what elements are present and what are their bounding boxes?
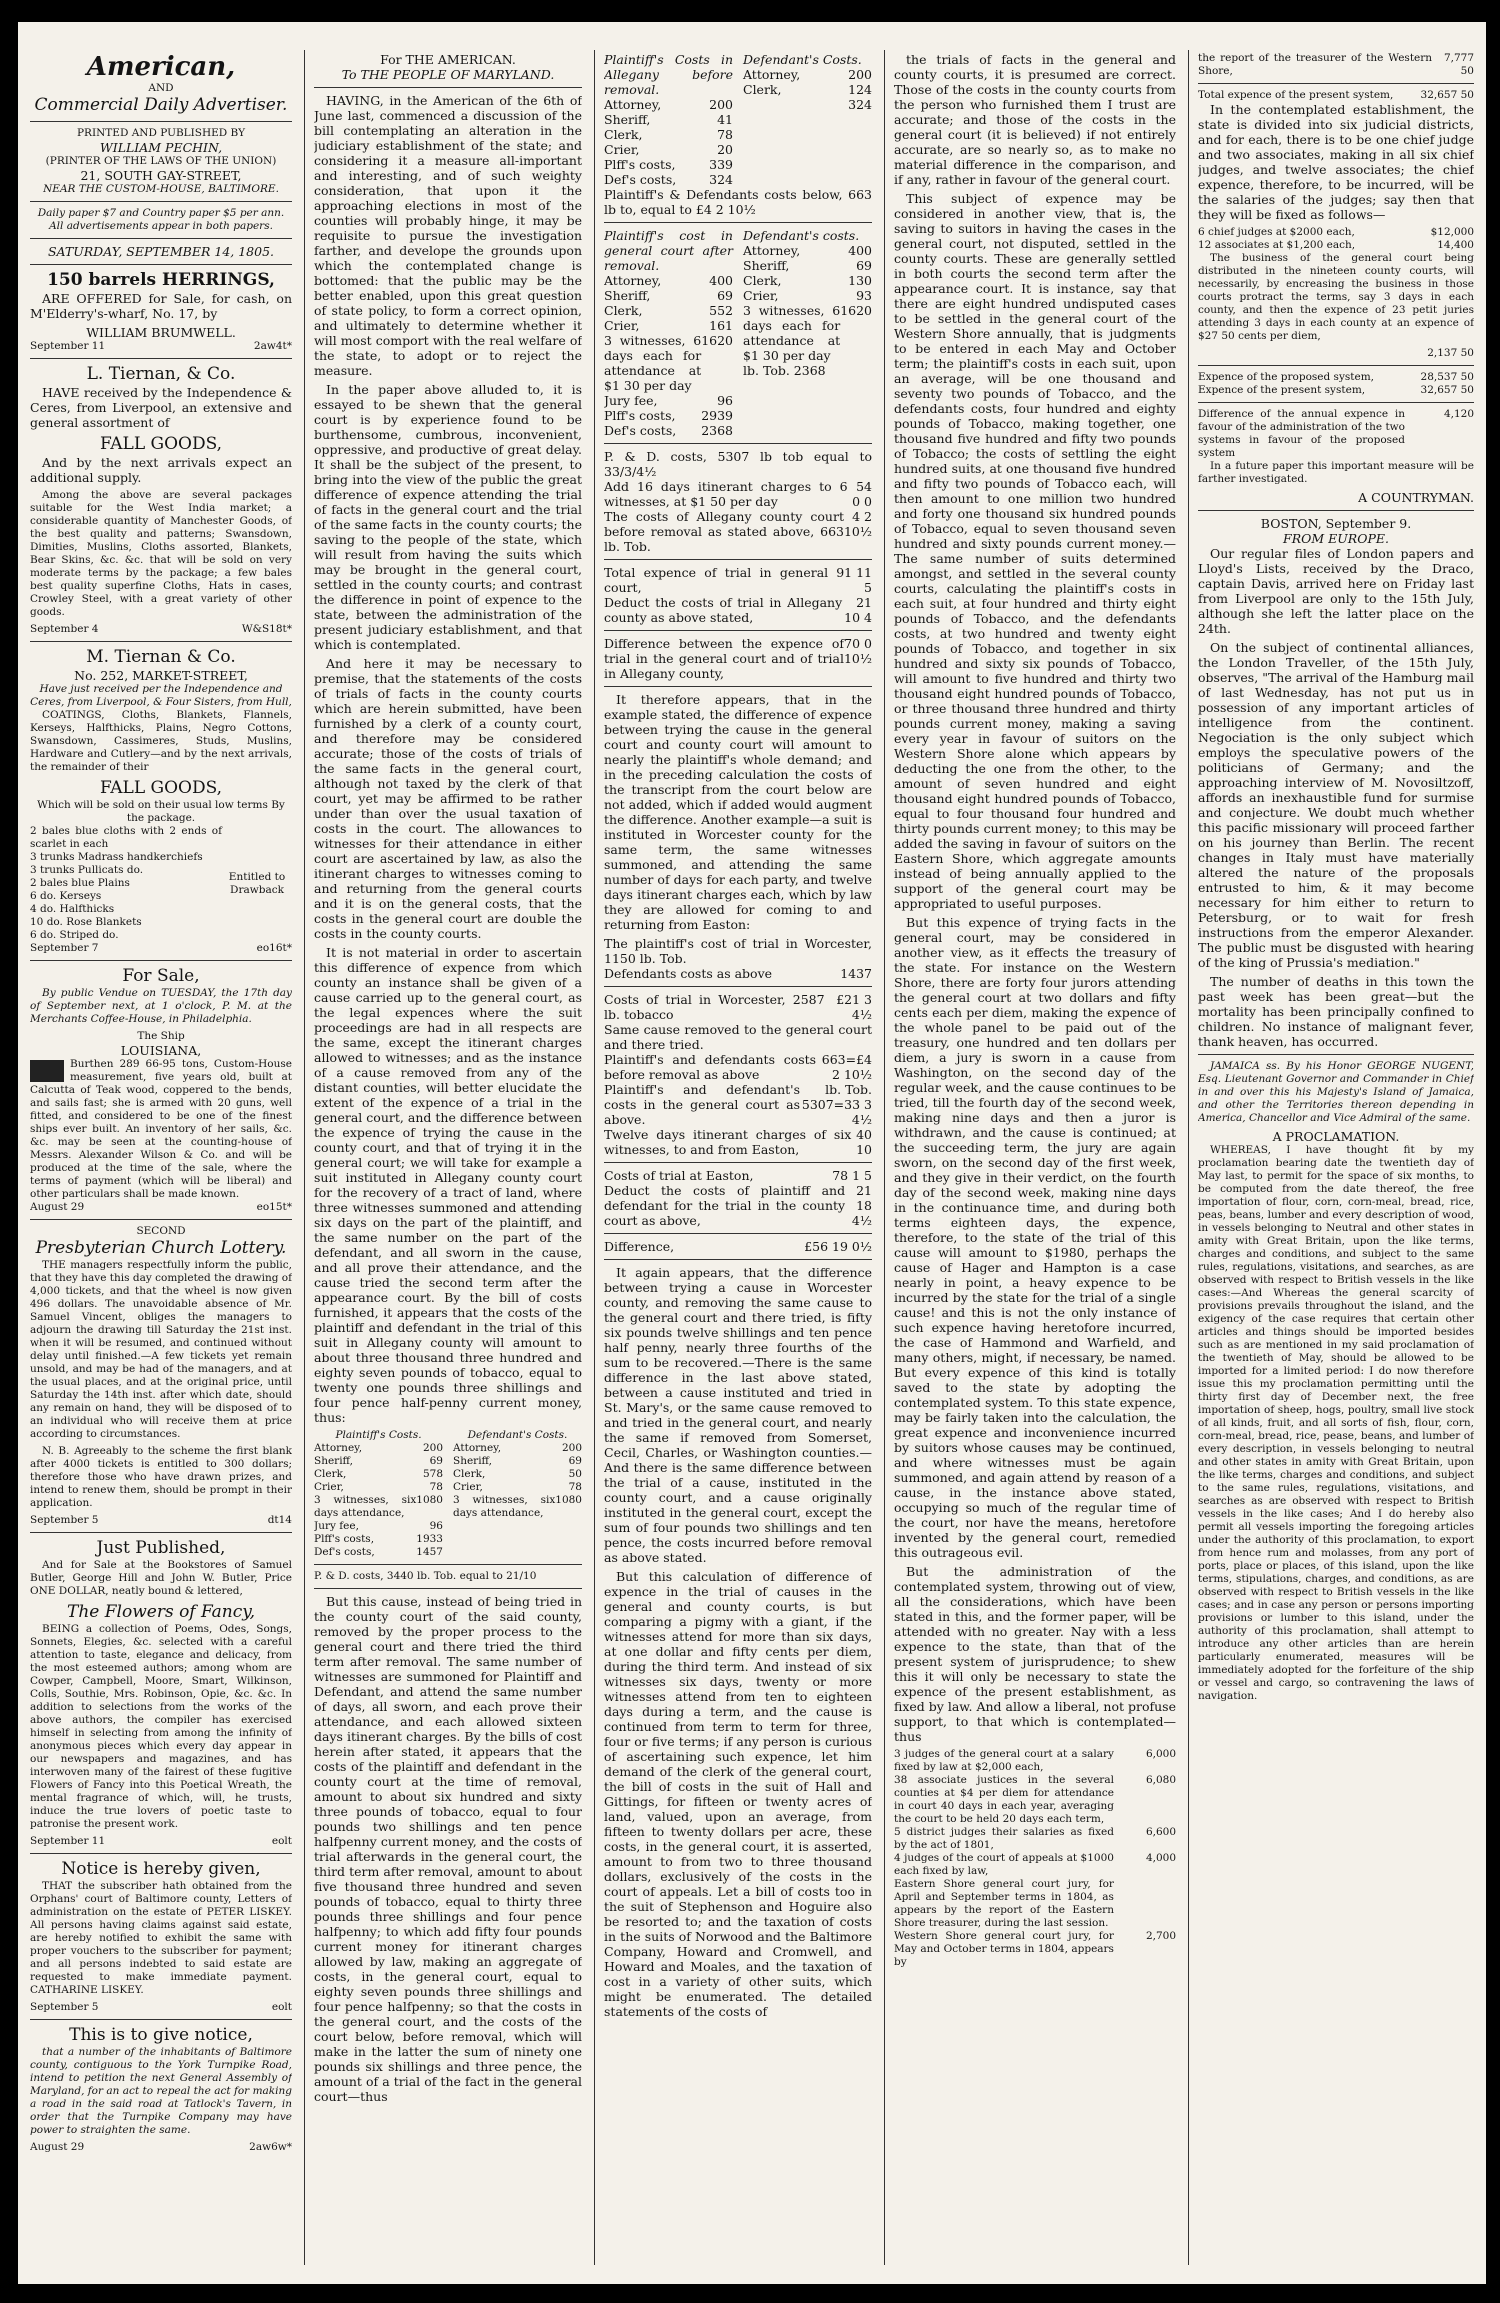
article-paragraph: the trials of facts in the general and county courts, it is presumed are correct. Those of the costs in the county courts from the person who furnished them I trust are accurate; and those of the costs in the general court (it is believed) if not entirely accurate, are so nearly so, as to make no material difference in the comparison, and if any, rather in favour of the general court. <box>894 52 1176 187</box>
news-paragraph: Our regular files of London papers and Lloyd's Lists, received by the Draco, captain Davis, arrived here on Friday last from Liverpool are only to the 15th July, although she left the latter place on the 24th. <box>1198 546 1474 636</box>
ad-l-tiernan-body-3: Among the above are several packages suitable for the West India market; a considerable quantity of Manchester Goods, of the best quality and patterns; Swansdown, Dimities, Muslins, Cloths assorted, Blankets, Bear Skins, &c. &c. that will be sold on very moderate terms by the package; a few bales best quality superfine Cloths, Hats in cases, Crowley Steel, with a great variety of other goods. <box>30 489 292 618</box>
costs-table-before-removal: Plaintiff's Costs in Allegany before removal. Attorney, 200 Sheriff, 41 Clerk, 78 Crier, 20 Plff's costs, 339 Def's costs, 324 Defendant's Costs. Attorney, 200 Clerk, 124 324 <box>604 52 872 187</box>
ad-book-title: The Flowers of Fancy, <box>66 1602 255 1622</box>
ad-for-sale-sub: By public Vendue on TUESDAY, the 17th day of September next, at 1 o'clock, P. M. at the Merchants Coffee-House, in Philadelphia. <box>30 987 292 1025</box>
article-paragraph: In the contemplated establishment, the state is divided into six judicial districts, and for each, there is to be one chief judge and two associates, making in all six chief judges, and twelve associates; the chief expence, therefore, to be incurred, will be the salaries of the judges; say then that they will be fixed as follows— <box>1198 102 1474 222</box>
expense-list <box>894 1748 1176 1969</box>
article-salutation: To THE PEOPLE OF MARYLAND. <box>341 67 555 82</box>
ad-lottery-nb: N. B. Agreeably to the scheme the first blank after 4000 tickets is entitled to 300 dollars; therefore those who have drawn prizes, and intend to renew them, should be prompt in their application. <box>30 1445 292 1509</box>
article-paragraph: And here it may be necessary to premise, that the statements of the costs of trials of facts in the county courts which are herein submitted, have been furnished by a clerk of a county court, and therefore may be considered accurate; those of the costs of trials of the same facts in the general court, although not taxed by the clerk of that court, yet may be affirmed to be rather under than over the usual taxation of costs in the court. The allowances to witnesses for their attendance in either court are ascertained by law, as also the itinerant charges to witnesses coming to and returning from the general courts and it is on the general costs, that the costs in the general court are double the costs in the county courts. <box>314 656 582 941</box>
ad-for-sale-heading: For Sale, <box>122 966 200 986</box>
masthead-subtitle: Commercial Daily Advertiser. <box>34 95 288 115</box>
expense-row: 3 judges of the general court at a salary fixed by law at $2,000 each, 6,000 <box>894 1748 1176 1773</box>
ad-m-tiernan-goods: FALL GOODS, <box>99 778 223 798</box>
costs-row: Same cause removed to the general court and there tried. <box>604 1022 872 1052</box>
expense-row: 4 judges of the court of appeals at $1000 each fixed by law, 4,000 <box>894 1852 1176 1877</box>
ad-herrings-body: ARE OFFERED for Sale, for cash, on M'Elderry's-wharf, No. 17, by <box>30 291 292 321</box>
ad-notice-heading: Notice is hereby given, <box>61 1859 261 1879</box>
ad-herrings-signature: WILLIAM BRUMWELL. <box>86 325 236 340</box>
ad-m-tiernan-heading: M. Tiernan & Co. <box>86 647 236 667</box>
ad-lottery-heading: Presbyterian Church Lottery. <box>35 1238 287 1258</box>
article-signature: A COUNTRYMAN. <box>1358 490 1474 505</box>
printer-note: (PRINTER OF THE LAWS OF THE UNION) <box>45 155 277 167</box>
expense-row: the report of the treasurer of the Western Shore, 7,777 50 <box>1198 52 1474 77</box>
ad-book-heading: Just Published, <box>96 1538 226 1558</box>
ad-m-tiernan-address: No. 252, MARKET-STREET, <box>74 668 248 683</box>
costs-row: Add 16 days itinerant charges to 6 witnesses, at $1 50 per day 54 0 0 <box>604 479 872 509</box>
ad-ship-intro: The Ship <box>137 1030 185 1042</box>
ad-m-tiernan-footer: September 7 eo16t* <box>30 942 292 954</box>
issue-date: SATURDAY, SEPTEMBER 14, 1805. <box>47 244 274 259</box>
costs-sum-allegany: P. & D. costs, 3440 lb. Tob. equal to 21/10 <box>314 1570 537 1582</box>
costs-row: Costs of trial in Worcester, 2587 lb. tobacco £21 3 4½ <box>604 992 872 1022</box>
costs-sum-before-removal: Plaintiff's & Defendants costs below, 663 lb to, equal to £4 2 10½ <box>604 187 872 217</box>
article-paragraph: But this cause, instead of being tried in the county court of the said county, removed by the proper process to the general court and there tried the third term after removal. The same number of witnesses are summoned for Plaintiff and Defendant, and attend the same number of days, all sworn, and each prove their attendance, and each allowed sixteen days itinerant charges. By the bills of cost herein after stated, it appears that the costs of the plaintiff and defendant in the county court at the time of removal, amount to about six hundred and sixty three pounds of tobacco, equal to four pounds two shillings and ten pence halfpenny current money, and the costs of trial afterwards in the general court, the third term after removal, amount to about five thousand three hundred and seven pounds of tobacco, equal to thirty three pounds three shillings and four pence halfpenny; to which add fifty four pounds current money for itinerant charges allowed by law, making an aggregate of costs, in the general court, equal to eighty seven pounds three shillings and four pence halfpenny; so that the costs in the general court, and the costs of the court below, before removal, which will make in the latter the sum of ninety one pounds six shillings and three pence, the amount of a trial of the fact in the general court—thus <box>314 1594 582 2104</box>
ad-ship-name: LOUISIANA, <box>120 1043 202 1058</box>
printer-name: WILLIAM PECHIN, <box>99 140 223 155</box>
article-paragraph: It is not material in order to ascertain this difference of expence from which county an instance shall be given of a cause carried up to the general court, as the legal expences where the suit proceedings are had in all respects are the same, except the itinerant charges allowed to witnesses; and as the instance of a cause removed from any of the distant counties, will better elucidate the extent of the expence of a trial in the general court, and the difference between the expence of trying the cause in the county court, and that of trying it in the general court; we will take for example a suit instituted in Allegany county court for the recovery of a tract of land, where three witnesses summoned and attending six days on the part of the plaintiff, and the same number on the part of the defendant, and all sworn in the cause, and all prove their attendance, and the cause tried the second term after the appearance court. By the bill of costs furnished, it appears that the costs of the plaintiff and defendant in the trial of this suit in Allegany county will amount to about three thousand three hundred and eighty seven pounds of tobacco, equal to twenty one pounds three shillings and four pence half-penny current money, thus: <box>314 945 582 1425</box>
printer-line: PRINTED AND PUBLISHED BY <box>76 127 246 139</box>
proclamation-body: WHEREAS, I have thought fit by my proclamation bearing date the twentieth day of May last, to permit for the space of six months, to be computed from the date thereof, the free importation of flour, corn, corn-meal, bread, rice, peas, beans, lumber and every description of wood, in vessels belonging to Neutral and other states in amity with Great Britain, upon the like terms, charges and conditions, and subject to the same rules, regulations, visitations, and searches, as are observed with respect to British vessels in the like cases:—And Whereas the general scarcity of provisions prevails throughout the island, and the exigency of the case requires that certain other articles and things should be imported besides such as are mentioned in my said proclamation of the twentieth of May, should be allowed to be imported for a limited period: I do now therefore issue this my proclamation permitting until the thirty first day of December next, the free importation of sheep, hogs, poultry, small live stock of all kinds, fruit, and all sorts of fish, flour, corn, corn-meal, bread, rice, pease, beans, and lumber of every description, in vessels belonging to neutral and other states in amity with Great Britain, upon the like terms, charges and conditions, and subject to the same rules, regulations, visitations, and searches as are observed with respect to British vessels in the like cases; And I do hereby also permit all vessels importing the foregoing articles under the authority of this proclamation, to export from hence rum and molasses, from any port of ports, place or places, of this island, upon the like terms, stipulations, charges, and conditions, as are observed with respect to British vessels in the like cases; and in case any person or persons importing provisions or lumber to this island, under the authority of this proclamation, shall attempt to introduce any other articles than are herein particularly enumerated, measures will be immediately adopted for the forfeiture of the ship or vessel and cargo, so contravening the laws of navigation. <box>1198 1144 1474 1702</box>
costs-row: The plaintiff's cost of trial in Worcester, 1150 lb. Tob. <box>604 936 872 966</box>
news-paragraph: The number of deaths in this town the past week has been great—but the mortality has been principally confined to children. No instance of malignant fever, thank heaven, has occurred. <box>1198 974 1474 1049</box>
ad-m-tiernan-body: COATINGS, Cloths, Blankets, Flannels, Kerseys, Halfthicks, Plains, Negro Cottons, Swansdown, Cassimeres, Studs, Muslins, Hardware and Cutlery—and by the next arrivals, the remainder of their <box>30 709 292 773</box>
costs-row: Deduct the costs of trial in Allegany county as above stated, 21 10 4 <box>604 595 872 625</box>
ad-book-sub: And for Sale at the Bookstores of Samuel Butler, George Hill and John W. Butler, Price ONE DOLLAR, neatly bound & lettered, <box>30 1559 292 1597</box>
costs-sum-general-court: P. & D. costs, 5307 lb tob equal to 33/3/4½ <box>604 449 872 479</box>
costs-table-allegany: Plaintiff's Costs. Attorney, 200 Sheriff, 69 Clerk, 578 Crier, 78 3 witnesses, six days attendance, 1080 Jury fee, 96 Plff's costs, 1933 Def's costs, 1457 Defendant's Costs. Attorney, 200 Sheriff, 69 Clerk, 50 Crier, 78 3 witnesses, six days attendance, 1080 <box>314 1429 582 1558</box>
ad-l-tiernan-heading: L. Tiernan, & Co. <box>86 364 236 384</box>
article-paragraph: It again appears, that the difference between trying a cause in Worcester county, and removing the same cause to the general court and there tried, is fifty six pounds twelve shillings and ten pence half penny, nearly three fourths of the sum to be recovered.—There is the same difference in the last above stated, between a cause instituted and tried in St. Mary's, or the same cause removed to and tried in the general court, and nearly the same if removed from Somerset, Cecil, Charles, or Washington counties.—And there is the same difference between the trial of a cause, instituted in the county court, and a cause originally instituted in the general court, except the sum of four pounds two shillings and ten pence, the costs incurred before removal as above stated. <box>604 1265 872 1565</box>
ad-herrings-footer: September 11 2aw4t* <box>30 340 292 352</box>
ad-for-sale-footer: August 29 eo15t* <box>30 1201 292 1213</box>
news-paragraph: On the subject of continental alliances, the London Traveller, of the 15th July, observes, "The arrival of the Hamburg mail of last Wednesday, has not put us in possession of any important articles of intelligence from the continent. Negociation is the only subject which employs the speculative powers of the politicians of Germany; and the approaching interview of M. Novosiltzoff, affords an inexhaustible fund for surmise and conjecture. We doubt much whether this pacific missionary will proceed farther on his journey than Berlin. The recent changes in Italy must have materially altered the nature of the proposals entrusted to him, & it may become necessary for him either to return to Petersburg, or to wait for fresh instructions from the emperor Alexander. The public must be disgusted with hearing of the king of Prussia's mediation." <box>1198 640 1474 970</box>
column-5 <box>1198 52 1474 2262</box>
ad-l-tiernan-body-2: And by the next arrivals expect an additional supply. <box>30 455 292 485</box>
column-1 <box>30 52 292 2262</box>
list-item: 6 do. Striped do. <box>30 929 119 941</box>
news-heading: FROM EUROPE. <box>1283 531 1389 546</box>
expense-row: 38 associate justices in the several counties at $4 per diem for attendance in court 40 days in each year, averaging the court to be held 20 days each term, 6,080 <box>894 1774 1176 1825</box>
article-header: For THE AMERICAN. <box>380 52 516 67</box>
article-paragraph: But this calculation of difference of expence in the trial of causes in the general and county courts, is but comparing a pigmy with a giant, if the witnesses attend for more than six days, at one dollar and fifty cents per diem, during the third term. And instead of six witnesses six days, twenty or more witnesses attend from ten to eighteen days during a term, and the cause is continued from term to term for three, four or five terms; if any person is curious of ascertaining such expence, let him demand of the clerk of the general court, the bill of costs in the suit of Hall and Gittings, for fifteen or twenty acres of land, valued, upon an average, from fifteen to twenty dollars per acre, these costs, in the general court, it is asserted, amount to from two to three thousand dollars, exclusively of the costs in the court of appeals. Let a bill of costs too in the suit of Stephenson and Hoguire also be resorted to; and the taxation of costs in the suits of Norwood and the Baltimore Company, Howard and Cromwell, and Howard and Moales, and the taxation of cost in a variety of other suits, which might be enumerated. The detailed statements of the costs of <box>604 1569 872 2019</box>
ad-for-sale-body: Burthen 289 66-95 tons, Custom-House measurement, five years old, built at Calcutta of Teak wood, coppered to the bends, and sails fast; she is armed with 20 guns, well fitted, and considered to be one of the finest ships ever built. An inventory of her sails, &c. &c. may be seen at the counting-house of Messrs. Alexander Wilson & Co. and will be produced at the time of the sale, where the terms of payment (which will be liberal) and other particulars shall be made known. <box>30 1058 292 1200</box>
list-item: 4 do. Halfthicks <box>30 903 115 915</box>
column-2 <box>314 52 582 2262</box>
list-item: 6 do. Kerseys <box>30 890 102 902</box>
costs-row: Defendants costs as above 1437 <box>604 966 872 981</box>
ad-lottery-pre: SECOND <box>136 1225 186 1237</box>
costs-row: Costs of trial at Easton, 78 1 5 <box>604 1168 872 1183</box>
masthead-and: AND <box>148 82 174 94</box>
newspaper-page <box>18 22 1486 2284</box>
expense-row: 6 chief judges at $2000 each, $12,000 <box>1198 226 1474 238</box>
ad-l-tiernan-footer: September 4 W&S18t* <box>30 623 292 635</box>
subscription-terms: Daily paper $7 and Country paper $5 per ann. All advertisements appear in both papers. <box>37 207 285 232</box>
proclamation-heading: A PROCLAMATION. <box>1272 1129 1400 1144</box>
article-paragraph: But this expence of trying facts in the general court, may be considered in another view, as it effects the treasury of the state. For instance on the Western Shore, there are forty four jurors attending the general court at two dollars and fifty cents each per diem, making the expence of the whole panel to be paid out of the treasury, one hundred and ten dollars per diem, a jury is sworn in a cause from Washington, on the second day of the regular week, and the cause continues to be tried, till the fourth day of the second week, making nine days and then a juror is withdrawn, and the cause is continued; at the succeeding term, the jury are again sworn, on the second day of the first week, and they give in their verdict, on the fourth day of the second week, making nine days in the continuance time, and during both terms eighteen days, the expence, therefore, to the state of the trial of this cause will amount to $1980, perhaps the cause of Hager and Hampton is a case nearly in point, a heavy expence to be incurred by the state for the trial of a single cause! and this is not the only instance of such expence having heretofore incurred, the case of Hammond and Warfield, and many others, might, if necessary, be named. But every expence of this kind is totally saved to the state by adopting the contemplated system. To this state expence, may be fairly taken into the calculation, the great expence and inconvenience incurred by suitors whose causes may be continued, and where witnesses must be again summoned, and again attend by reason of a cause, in the instance above stated, occupying so much of the regular time of the court, nor have the means, heretofore invented by the general court, remedied this outrageous evil. <box>894 915 1176 1560</box>
ad-give-notice-heading: This is to give notice, <box>69 2025 253 2045</box>
list-item: 3 trunks Madrass handkerchiefs <box>30 851 203 863</box>
article-closing: In a future paper this important measure will be farther investigated. <box>1198 460 1474 485</box>
costs-row: Plaintiff's and defendants costs before removal as above 663=£4 2 10½ <box>604 1052 872 1082</box>
ad-notice-footer: September 5 eolt <box>30 2001 292 2013</box>
list-item: 2 bales blue Plains <box>30 877 130 889</box>
expense-row: Western Shore general court jury, for May and October terms in 1804, appears by 2,700 <box>894 1930 1176 1968</box>
costs-row: Total expence of trial in general court, 91 11 5 <box>604 565 872 595</box>
article-paragraph: It therefore appears, that in the example stated, the difference of expence between trying the cause in the general court and county court will amount to nearly the plaintiff's whole demand; and in the preceding calculation the costs of the transcript from the court below are not added, which if added would augment the difference. Another example—a suit is instituted in Worcester county for the same term, the same witnesses summoned, and attending the same number of days for each party, and twelve days itinerant charges each, which by law they are allowed for coming to and returning from Easton: <box>604 692 872 932</box>
article-paragraph: This subject of expence may be considered in another view, that is, the saving to suitors in having the cases in the general court, not disputed, settled in the county courts. These are generally settled in both courts the second term after the appearance court. It is instance, say that there are eight hundred undisputed cases to be settled in the general court of the Western Shore annually, that is judgments to be entered in each May and October term; the plaintiff's costs in each suit, upon an average, will be one thousand and seventy two pounds of Tobacco, and the defendants costs, four hundred and eighty pounds of Tobacco, making together, one thousand five hundred and fifty two pounds of Tobacco; the costs of settling the eight hundred suits, at one thousand five hundred and fifty two pounds of Tobacco each, will then amount to one million two hundred and forty one thousand six hundred pounds of Tobacco, equal to seven thousand seven hundred and sixty pounds current money.—The same number of suits determined amongst, and settled in the several county courts, calculating the plaintiff's costs in each suit, at four hundred and thirty eight pounds of Tobacco, and the defendants costs, at two hundred and twenty eight pounds of Tobacco, and together in six hundred and sixty six pounds of Tobacco, will amount to five hundred and thirty two thousand eight hundred pounds of Tobacco, or three thousand three hundred and thirty pounds current money, making a saving every year in favour of suitors on the Western Shore alone which appears by deducting the one from the other, to the amount of seven hundred and eight thousand eight hundred pounds of Tobacco, equal to four thousand four hundred and thirty pounds current money; to this may be added the saving in favour of suitors on the Eastern Shore, which aggregate amounts instead of being annually applied to the support of the general court may be appropriated to useful purposes. <box>894 191 1176 911</box>
ad-give-notice-body: that a number of the inhabitants of Baltimore county, contiguous to the York Turnpike Road, intend to petition the next General Assembly of Maryland, for an act to repeal the act for making a road in the said road at Tatlock's Tavern, in order that the Turnpike Company may have power to straighten the same. <box>30 2046 292 2136</box>
costs-row: Difference, £56 19 0½ <box>604 1239 872 1254</box>
list-item: 2 bales blue cloths with 2 ends of scarlet in each <box>30 825 222 850</box>
costs-row: Plaintiff's and defendant's costs in the general court as above. lb. Tob. 5307=33 3 4½ <box>604 1082 872 1127</box>
costs-row: Deduct the costs of plaintiff and defendant for the trial in the county court as above, 21 18 4½ <box>604 1183 872 1228</box>
expense-row: Expence of the present system, 32,657 50 <box>1198 384 1474 396</box>
ship-woodcut-icon <box>30 1060 64 1082</box>
ad-lottery-footer: September 5 dt14 <box>30 1514 292 1526</box>
ad-book-footer: September 11 eolt <box>30 1835 292 1847</box>
printer-address: 21, SOUTH GAY-STREET, <box>80 168 242 183</box>
ad-notice-body: THAT the subscriber hath obtained from the Orphans' court of Baltimore county, Letters of administration on the estate of PETER LISKEY. All persons having claims against said estate, are hereby notified to exhibit the same with proper vouchers to the subscriber for payment; and all persons indebted to said estate are requested to make immediate payment. CATHARINE LISKEY. <box>30 1880 292 1996</box>
expense-row: 2,137 50 <box>1427 347 1474 359</box>
article-paragraph: In the paper above alluded to, it is essayed to be shewn that the general court is by experience found to be burthensome, cumbrous, inconvenient, oppressive, and productive of great delay. It shall be the subject of the present, to bring into the view of the public the great difference of expence attending the trial of facts in the general court and the trial of the same facts in the county courts; the saving to the people of the state, which will result from having the suits which may be brought in the general court, settled in the county courts; and contrast the difference in point of expence to the state, between the administration of the present judiciary establishment, and that which is contemplated. <box>314 382 582 652</box>
dateline: BOSTON, September 9. <box>1260 516 1412 531</box>
article-paragraph: The business of the general court being distributed in the nineteen county courts, will necessarily, by encreasing the business in those courts protract the terms, say 3 days in each county, and then the expence of 23 petit juries attending 3 days in each county at an expence of $27 50 cents per diem, <box>1198 252 1474 342</box>
ad-l-tiernan-body: HAVE received by the Independence & Ceres, from Liverpool, an extensive and general assortment of <box>30 385 292 430</box>
ad-m-tiernan-list <box>30 825 292 942</box>
expense-row: Expence of the proposed system, 28,537 50 <box>1198 371 1474 383</box>
expense-row: 12 associates at $1,200 each, 14,400 <box>1198 239 1474 251</box>
ad-l-tiernan-goods: FALL GOODS, <box>99 434 223 454</box>
ad-m-tiernan-sub: Have just received per the Independence and Ceres, from Liverpool, & Four Sisters, from Hull, <box>30 683 292 708</box>
printer-address-2: NEAR THE CUSTOM-HOUSE, BALTIMORE. <box>43 183 279 195</box>
article-paragraph: But the administration of the contemplated system, throwing out of view, all the considerations, which have been stated in this, and the former paper, will be attended with no greater. Nay with a less expence to the state, than that of the present system of jurisprudence; to shew this it will only be necessary to state the expence of the present establishment, as fixed by law. And allow a liberal, not profuse support, to that which is contemplated—thus <box>894 1564 1176 1744</box>
column-3 <box>604 52 872 2262</box>
column-4 <box>894 52 1176 2262</box>
expense-row: Eastern Shore general court jury, for April and September terms in 1804, as appears by the report of the Eastern Shore treasurer, during the last session. <box>894 1878 1114 1929</box>
ad-give-notice-footer: August 29 2aw6w* <box>30 2141 292 2153</box>
costs-table-general-court: Plaintiff's cost in general court after removal. Attorney, 400 Sheriff, 69 Clerk, 552 Crier, 161 3 witnesses, 6 days each for attendance at $1 30 per day 1620 Jury fee, 96 Plff's costs, 2939 Def's costs, 2368 Defendant's costs. Attorney, 400 Sheriff, 69 Clerk, 130 Crier, 93 3 witnesses, 6 days each for attendance at $1 30 per day 1620 lb. Tob. 2368 <box>604 228 872 438</box>
ad-herrings-heading: 150 barrels HERRINGS, <box>47 270 275 290</box>
list-item: 10 do. Rose Blankets <box>30 916 142 928</box>
ad-book-body: BEING a collection of Poems, Odes, Songs, Sonnets, Elegies, &c. selected with a careful attention to taste, elegance and delicacy, from the most esteemed authors; among whom are Cowper, Campbell, Moore, Smart, Wilkinson, Colls, Southie, Mrs. Robinson, Opie, &c. &c. In addition to selections from the works of the above authors, the compiler has exercised himself in selecting from among the infinity of anonymous pieces which every day appear in our newspapers and magazines, and has interwoven many of the fairest of these fugitive Flowers of Fancy into this Poetical Wreath, the mental fragrance of which, will, he trusts, induce the true lovers of poetic taste to patronise the present work. <box>30 1623 292 1830</box>
ad-lottery-body: THE managers respectfully inform the public, that they have this day completed the drawing of 4,000 tickets, and that the wheel is now given 496 dollars. The unavoidable absence of Mr. Samuel Vincent, obliges the managers to adjourn the drawing till Saturday the 21st inst. when it will be resumed, and continued without delay until finished.—A few tickets yet remain unsold, and may be had of the managers, and at the usual places, and at the original price, until Saturday the 14th inst. after which date, should any remain on hand, they will be disposed of to an individual who will receive them at price according to circumstances. <box>30 1259 292 1440</box>
drawback-note: Entitled to Drawback <box>228 870 286 896</box>
list-item: 3 trunks Pullicats do. <box>30 864 144 876</box>
expense-row: Difference of the annual expence in favour of the administration of the two systems in favour of the proposed system 4,120 <box>1198 408 1474 459</box>
masthead-title: American, <box>86 52 236 82</box>
article-paragraph: HAVING, in the American of the 6th of June last, commenced a discussion of the bill contemplating an alteration in the judiciary establishment of the state; and considering it a measure all-important and interesting, and of such weighty consideration, that upon it the approaching elections in most of the counties will probably hinge, it may be requisite to pursue the investigation farther, and develope the grounds upon which the contemplated change is bottomed: that the public may be the better enabled, upon this great question of state policy, to form a correct opinion, and ultimately to determine whether it will most comport with the real welfare of the state, to adopt or to reject the measure. <box>314 93 582 378</box>
costs-row: The costs of Allegany county court before removal as stated above, 663 lb. Tob. 4 2 10½ <box>604 509 872 554</box>
costs-row: Difference between the expence of trial in the general court and of trial in Allegany county, 70 0 10½ <box>604 636 872 681</box>
expense-row: 5 district judges their salaries as fixed by the act of 1801, 6,600 <box>894 1826 1176 1851</box>
expense-total: Total expence of the present system, 32,657 50 <box>1198 89 1474 101</box>
costs-row: Twelve days itinerant charges of six witnesses, to and from Easton, 40 10 <box>604 1127 872 1157</box>
proclamation-preamble: JAMAICA ss. By his Honor GEORGE NUGENT, Esq. Lieutenant Governor and Commander in Chief in and over this his Majesty's Island of Jamaica, and other the Territories thereon depending in America, Chancellor and Vice Admiral of the same. <box>1198 1060 1474 1124</box>
ad-m-tiernan-body-2: Which will be sold on their usual low terms By the package. <box>37 799 285 824</box>
